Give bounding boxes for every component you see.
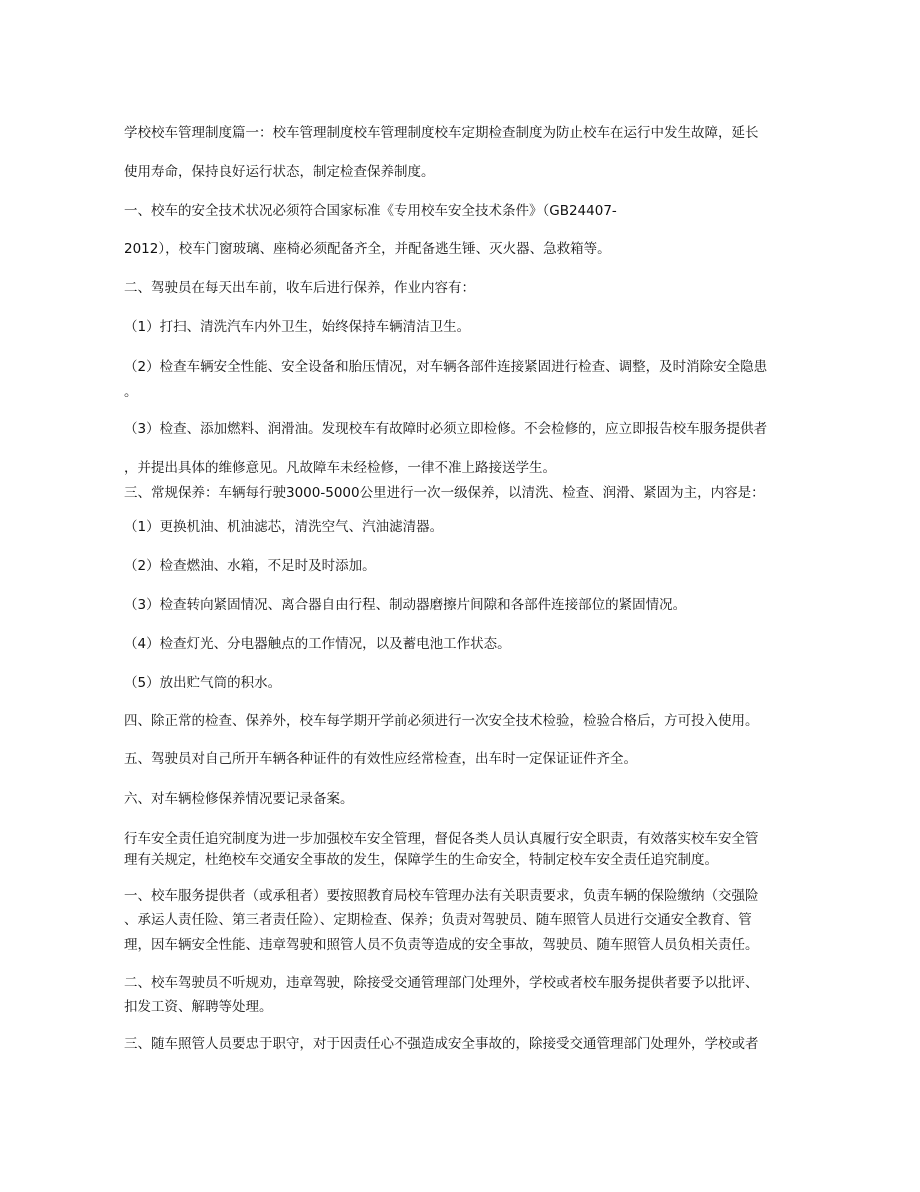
text-line: 理有关规定，杜绝校车交通安全事故的发生，保障学生的生命安全，特制定校车安全责任追究制度。 <box>124 852 718 868</box>
text-line: 使用寿命，保持良好运行状态，制定检查保养制度。 <box>124 164 435 180</box>
text-line: （5）放出贮气筒的积水。 <box>124 675 282 691</box>
text-line: 二、校车驾驶员不听规劝，违章驾驶，除接受交通管理部门处理外，学校或者校车服务提供者要予以批评、 <box>124 975 759 991</box>
text-line: 六、对车辆检修保养情况要记录备案。 <box>124 791 354 807</box>
text-line: （2）检查燃油、水箱，不足时及时添加。 <box>124 558 376 574</box>
text-line: 。 <box>124 384 138 400</box>
text-line: （3）检查、添加燃料、润滑油。发现校车有故障时必须立即检修。不会检修的，应立即报告校车服务提供者 <box>124 421 768 437</box>
text-line: 理，因车辆安全性能、违章驾驶和照管人员不负责等造成的安全事故，驾驶员、随车照管人员负相关责任。 <box>124 937 759 953</box>
text-line: 学校校车管理制度篇一：校车管理制度校车管理制度校车定期检查制度为防止校车在运行中发生故障，延长 <box>124 125 759 141</box>
text-line: （1）更换机油、机油滤芯，清洗空气、汽油滤清器。 <box>124 519 444 535</box>
text-line: 、承运人责任险、第三者责任险）、定期检查、保养；负责对驾驶员、随车照管人员进行交通安全教育、管 <box>124 912 752 928</box>
text-line: 四、除正常的检查、保养外，校车每学期开学前必须进行一次安全技术检验，检验合格后，方可投入使用。 <box>124 713 759 729</box>
text-line: （1）打扫、清洗汽车内外卫生，始终保持车辆清洁卫生。 <box>124 319 471 335</box>
text-line: 二、驾驶员在每天出车前，收车后进行保养，作业内容有： <box>124 280 475 296</box>
text-line: 三、常规保养：车辆每行驶3000-5000公里进行一次一级保养，以清洗、检查、润滑、紧固为主，内容是： <box>124 485 765 501</box>
text-line: ，并提出具体的维修意见。凡故障车未经检修，一律不准上路接送学生。 <box>124 460 556 476</box>
text-line: （3）检查转向紧固情况、离合器自由行程、制动器磨擦片间隙和各部件连接部位的紧固情况。 <box>124 597 687 613</box>
text-line: 一、校车的安全技术状况必须符合国家标准《专用校车安全技术条件》（GB24407- <box>124 203 617 219</box>
text-line: （2）检查车辆安全性能、安全设备和胎压情况，对车辆各部件连接紧固进行检查、调整，及时消除安全隐患 <box>124 359 768 375</box>
text-line: 扣发工资、解聘等处理。 <box>124 999 273 1015</box>
text-line: 行车安全责任追究制度为进一步加强校车安全管理，督促各类人员认真履行安全职责，有效落实校车安全管 <box>124 831 759 847</box>
text-line: 2012），校车门窗玻璃、座椅必须配备齐全，并配备逃生锤、灭火器、急救箱等。 <box>124 241 611 257</box>
text-line: 一、校车服务提供者（或承租者）要按照教育局校车管理办法有关职责要求，负责车辆的保险缴纳（交强险 <box>124 888 759 904</box>
text-line: （4）检查灯光、分电器触点的工作情况，以及蓄电池工作状态。 <box>124 636 511 652</box>
text-line: 三、随车照管人员要忠于职守，对于因责任心不强造成安全事故的，除接受交通管理部门处理外，学校或者 <box>124 1036 759 1052</box>
text-line: 五、驾驶员对自己所开车辆各种证件的有效性应经常检查，出车时一定保证证件齐全。 <box>124 751 637 767</box>
